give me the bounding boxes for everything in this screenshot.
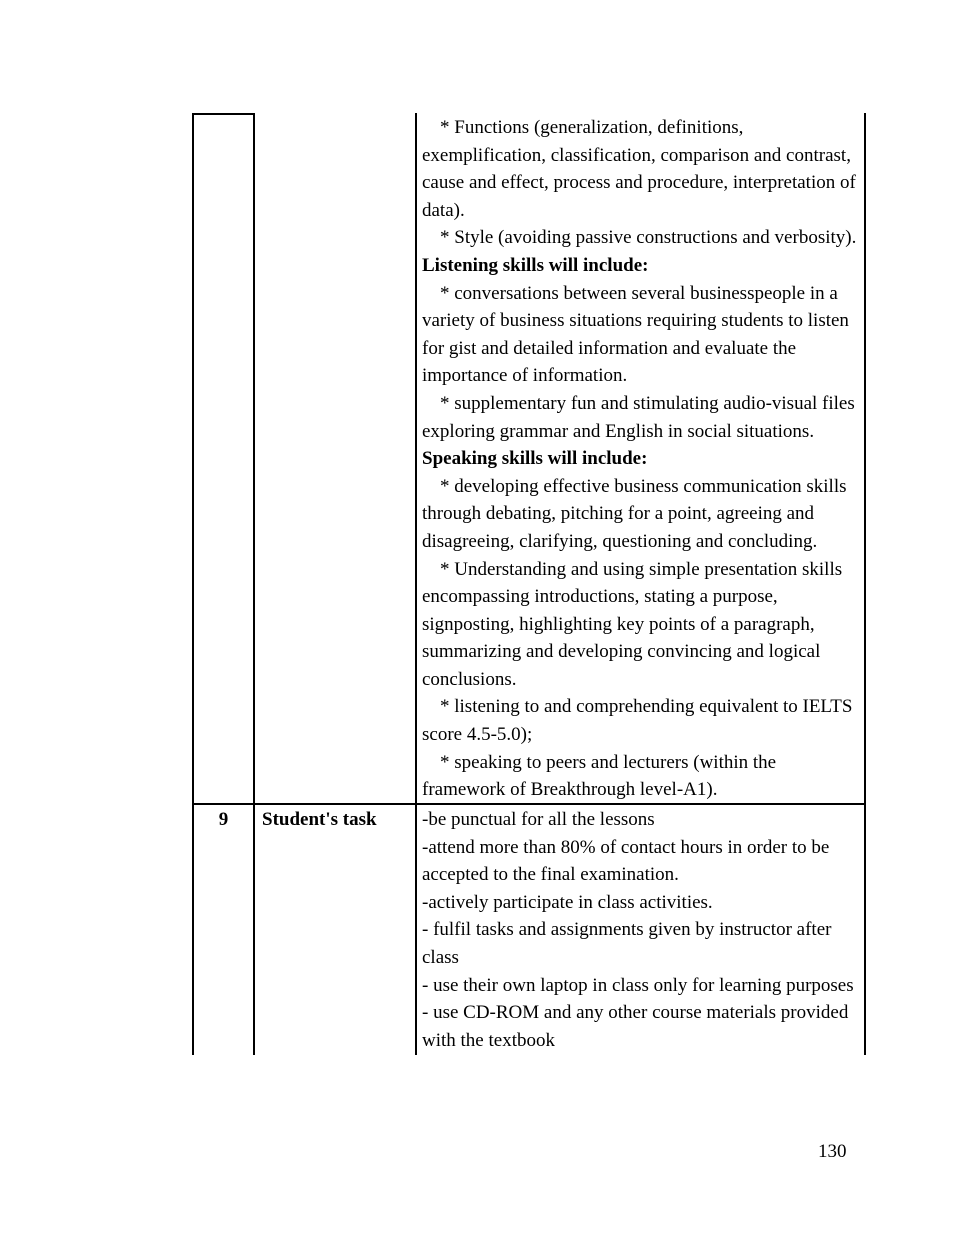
- text-line: -actively participate in class activities.: [422, 891, 713, 913]
- text-line: Speaking skills will include:: [422, 448, 648, 470]
- text-line: - fulfil tasks and assignments given by instructor after: [422, 919, 832, 941]
- text-line: * conversations between several businesspeople in a: [440, 282, 838, 304]
- text-line: variety of business situations requiring students to listen: [422, 310, 849, 332]
- row-number-cell: [192, 113, 253, 803]
- text-line: conclusions.: [422, 668, 517, 690]
- syllabus-table: [192, 113, 866, 1055]
- text-line: - use their own laptop in class only for learning purposes: [422, 974, 854, 996]
- text-line: * speaking to peers and lecturers (within the: [440, 751, 777, 773]
- text-line: encompassing introductions, stating a purpose,: [422, 586, 778, 608]
- text-line: data).: [422, 199, 465, 221]
- text-line: through debating, pitching for a point, agreeing and: [422, 503, 815, 525]
- text-line: framework of Breakthrough level-A1).: [422, 779, 718, 801]
- text-line: cause and effect, process and procedure, interpretation of: [422, 172, 856, 194]
- text-line: with the textbook: [422, 1029, 555, 1051]
- text-line: * listening to and comprehending equivalent to IELTS: [440, 696, 853, 718]
- text-line: score 4.5-5.0);: [422, 724, 533, 746]
- table-row-continuation: [192, 113, 866, 803]
- table-row-student-task: [192, 803, 866, 1055]
- row-content-cell: [415, 113, 866, 803]
- text-line: * Style (avoiding passive constructions and verbosity).: [440, 227, 857, 249]
- row-label-cell: Student's task: [253, 803, 415, 1055]
- text-line: class: [422, 946, 459, 968]
- text-line: * supplementary fun and stimulating audio-visual files: [440, 392, 855, 414]
- text-line: for gist and detailed information and evaluate the: [422, 337, 797, 359]
- text-line: * developing effective business communication skills: [440, 475, 847, 497]
- text-line: signposting, highlighting key points of a paragraph,: [422, 613, 815, 635]
- text-line: exemplification, classification, comparison and contrast,: [422, 144, 851, 166]
- text-line: importance of information.: [422, 365, 628, 387]
- text-line: - use CD-ROM and any other course materials provided: [422, 1002, 849, 1024]
- text-line: -attend more than 80% of contact hours in order to be: [422, 836, 830, 858]
- text-line: * Understanding and using simple presentation skills: [440, 558, 843, 580]
- text-line: summarizing and developing convincing and logical: [422, 641, 821, 663]
- text-line: * Functions (generalization, definitions,: [440, 117, 744, 138]
- text-line: -be punctual for all the lessons: [422, 809, 655, 830]
- text-line: Listening skills will include:: [422, 254, 649, 276]
- text-line: exploring grammar and English in social situations.: [422, 420, 815, 442]
- page-number: 130: [818, 1141, 847, 1162]
- row-number-cell: 9: [192, 803, 253, 1055]
- text-line: disagreeing, clarifying, questioning and concluding.: [422, 530, 818, 552]
- row-label-cell: [253, 113, 415, 803]
- text-line: accepted to the final examination.: [422, 864, 679, 886]
- row-content-cell: [415, 803, 866, 1055]
